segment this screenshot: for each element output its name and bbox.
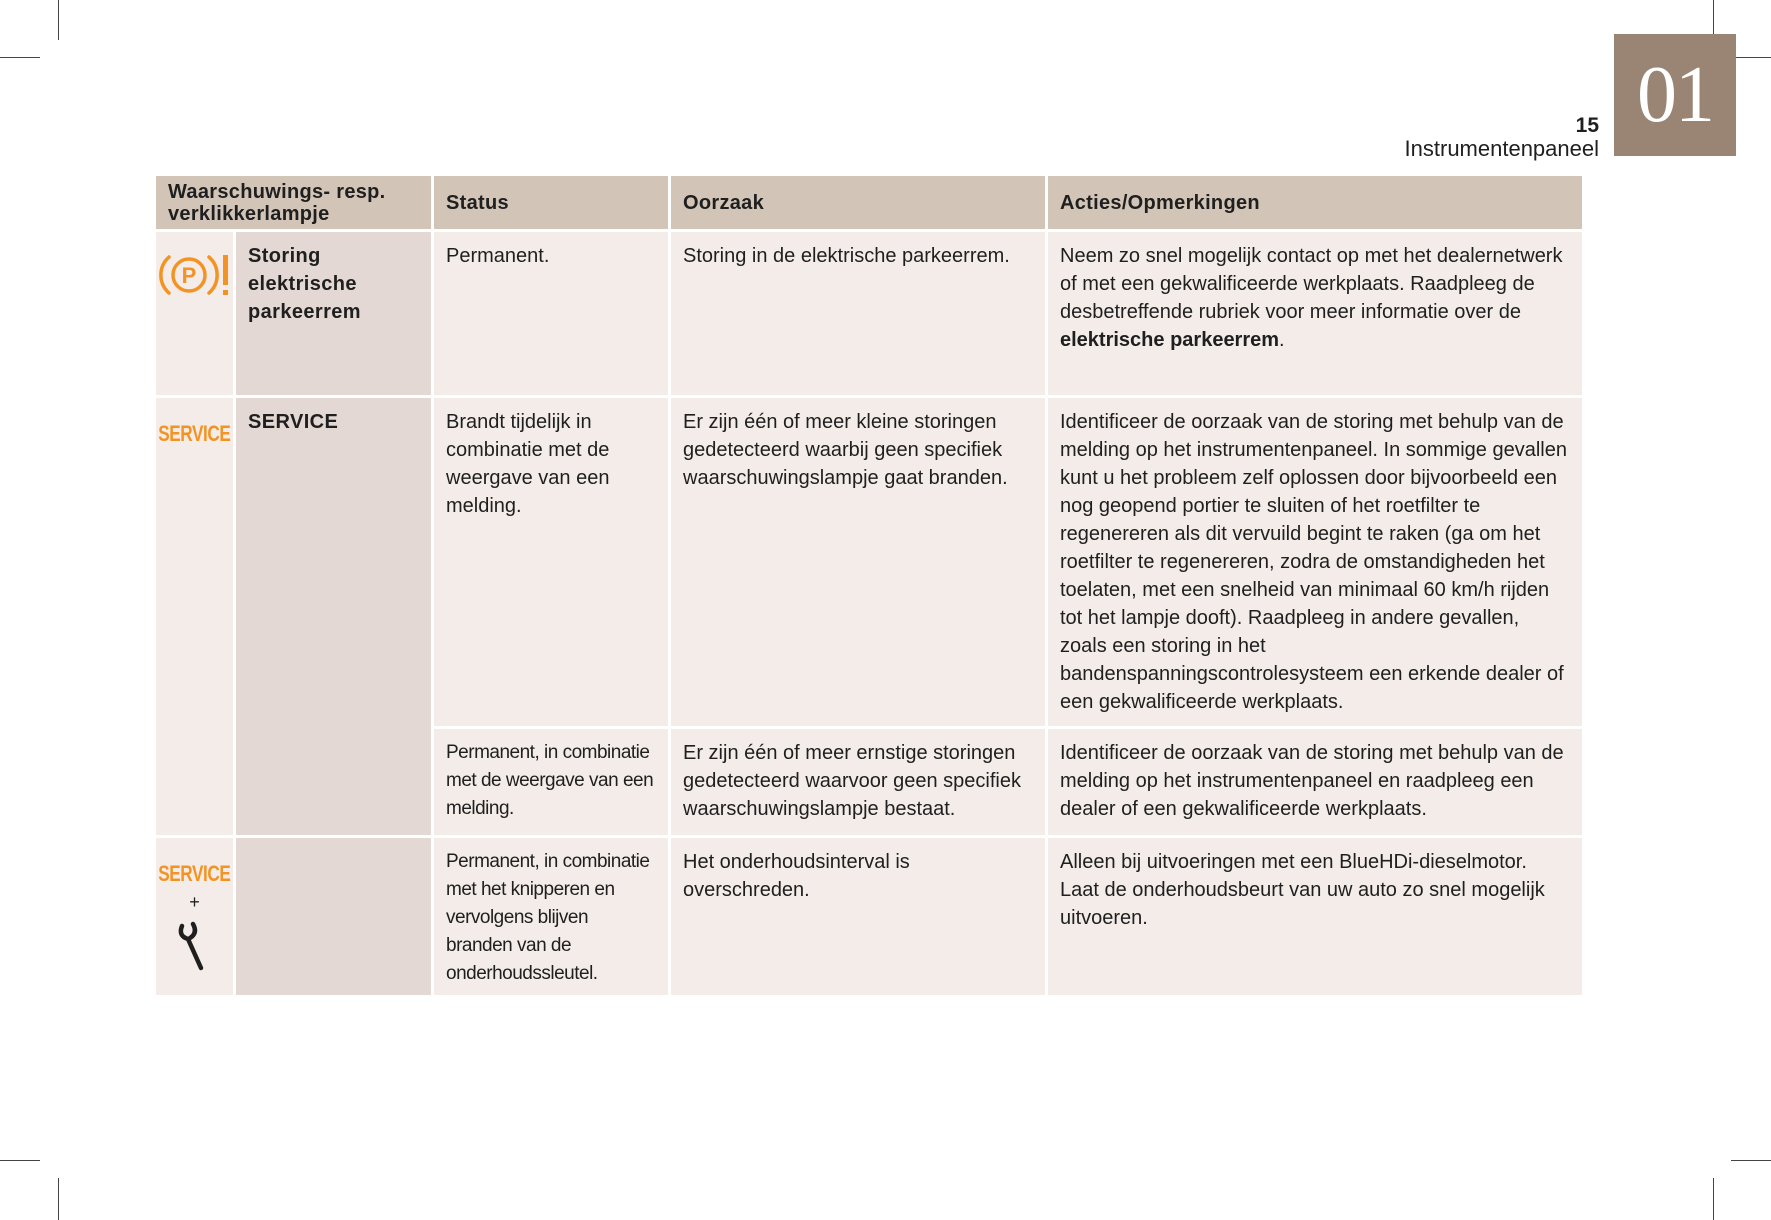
cause-cell: Storing in de elektrische parkeerrem. bbox=[671, 232, 1045, 395]
actions-cell: Identificeer de oorzaak van de storing met behulp van de melding op het instrumentenpaneel en raadpleeg een dealer of een gekwalificeerde werkplaats. bbox=[1048, 729, 1582, 835]
crop-mark bbox=[1731, 1160, 1771, 1161]
cause-cell: Er zijn één of meer kleine storingen gedetecteerd waarbij geen specifiek waarschuwingslampje gaat branden. bbox=[671, 398, 1045, 726]
status-cell: Brandt tijdelijk in combinatie met de weergave van een melding. bbox=[434, 398, 668, 726]
page-number: 15 bbox=[1575, 114, 1599, 137]
wrench-icon bbox=[175, 920, 215, 972]
lamp-name: SERVICE bbox=[236, 398, 431, 835]
crop-mark bbox=[0, 57, 40, 58]
crop-mark bbox=[1713, 1178, 1714, 1220]
status-cell: Permanent. bbox=[434, 232, 668, 395]
row-icon-cell bbox=[156, 232, 233, 395]
chapter-number: 01 bbox=[1637, 50, 1713, 139]
header-status: Status bbox=[434, 176, 668, 229]
header-cause: Oorzaak bbox=[671, 176, 1045, 229]
service-warning-icon: SERVICE bbox=[158, 861, 231, 886]
lamp-name bbox=[236, 838, 431, 995]
row-icon-cell bbox=[156, 398, 233, 835]
cause-cell: Er zijn één of meer ernstige storingen gedetecteerd waarvoor geen specifiek waarschuwingslampje bestaat. bbox=[671, 729, 1045, 835]
crop-mark bbox=[0, 1160, 40, 1161]
chapter-tab bbox=[1614, 34, 1736, 156]
actions-cell: Alleen bij uitvoeringen met een BlueHDi-dieselmotor. Laat de onderhoudsbeurt van uw auto zo snel mogelijk uitvoeren. bbox=[1048, 838, 1582, 995]
parking-brake-fault-icon bbox=[157, 250, 233, 300]
crop-mark bbox=[1731, 57, 1771, 58]
section-title: Instrumentenpaneel bbox=[1404, 136, 1599, 161]
status-cell: Permanent, in combinatie met de weergave van een melding. bbox=[434, 729, 668, 835]
plus-sign: + bbox=[189, 892, 200, 912]
crop-mark bbox=[58, 0, 59, 40]
row-icon-cell bbox=[156, 838, 233, 995]
actions-cell: Neem zo snel mogelijk contact op met het dealernetwerk of met een gekwalificeerde werkplaats. Raadpleeg de desbetreffende rubriek voor meer informatie over de elektrische parkeerrem. bbox=[1048, 232, 1582, 395]
actions-cell: Identificeer de oorzaak van de storing met behulp van de melding op het instrumentenpaneel. In sommige gevallen kunt u het probleem zelf oplossen door bijvoorbeeld een nog geopend portier te sluiten of het roetfilter te regenereren als dit vervuild begint te raken (ga om het roetfilter te regenereren, zodra de omstandigheden het toelaten, met een snelheid van minimaal 60 km/h rijden tot het lampje dooft). Raadpleeg in andere gevallen, zoals een storing in het bandenspanningscontrolesysteem een erkende dealer of een gekwalificeerde werkplaats. bbox=[1048, 398, 1582, 726]
svg-text:P: P bbox=[181, 263, 196, 288]
header-warning-lamp: Waarschuwings- resp. verklikkerlampje bbox=[156, 176, 431, 229]
status-cell: Permanent, in combinatie met het knipperen en vervolgens blijven branden van de onderhoudssleutel. bbox=[434, 838, 668, 995]
cause-cell: Het onderhoudsinterval is overschreden. bbox=[671, 838, 1045, 995]
service-warning-icon: SERVICE bbox=[158, 421, 231, 446]
crop-mark bbox=[58, 1178, 59, 1220]
lamp-name: Storing elektrische parkeerrem bbox=[236, 232, 431, 395]
actions-emphasis: elektrische parkeerrem bbox=[1060, 329, 1280, 351]
header-actions: Acties/Opmerkingen bbox=[1048, 176, 1582, 229]
